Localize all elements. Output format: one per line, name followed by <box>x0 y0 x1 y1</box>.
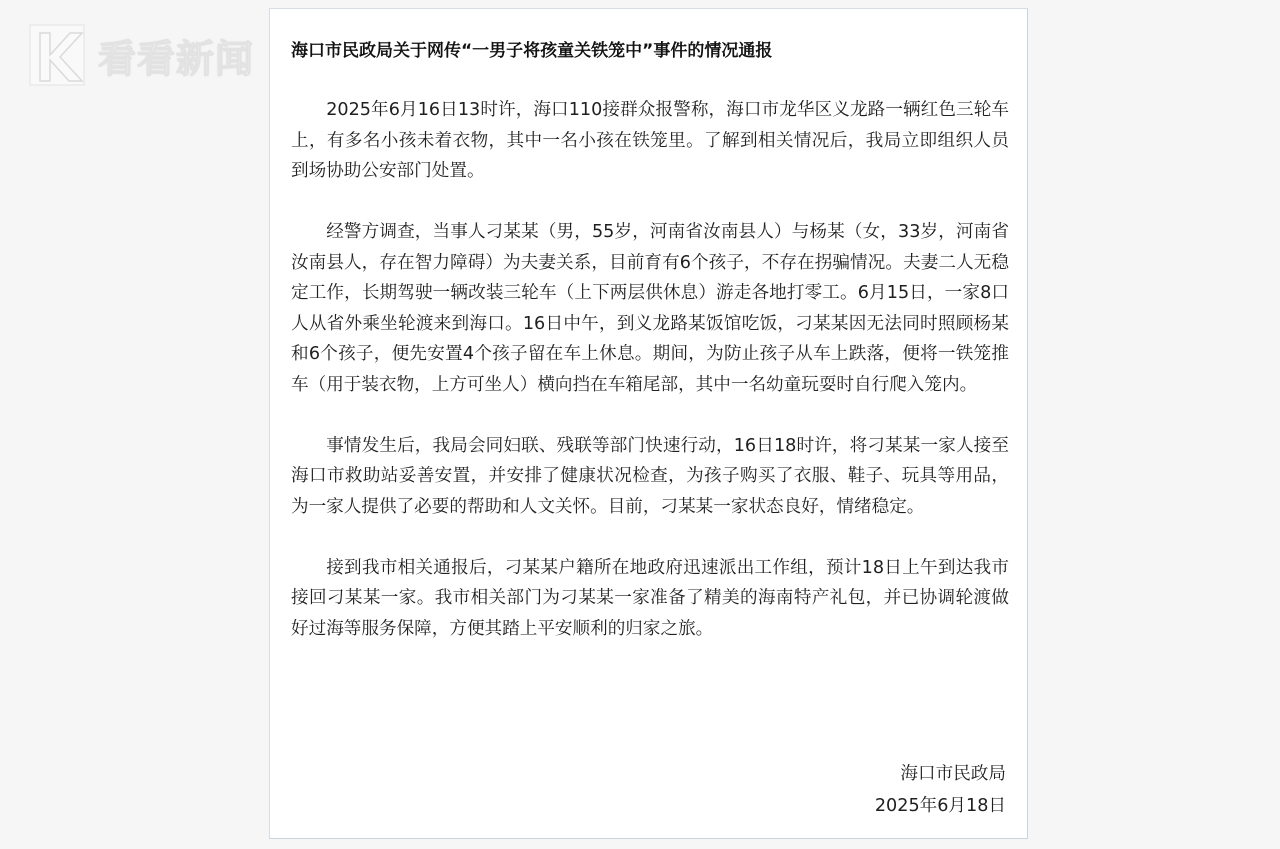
paragraph-3: 事情发生后，我局会同妇联、残联等部门快速行动，16日18时许，将刁某某一家人接至海口市救助站妥善安置，并安排了健康状况检查，为孩子购买了衣服、鞋子、玩具等用品，为一家人提供了必要的帮助和人文关怀。目前，刁某某一家状态良好，情绪稳定。 <box>291 435 1009 517</box>
paragraph-1: 2025年6月16日13时许，海口110接群众报警称，海口市龙华区义龙路一辆红色三轮车上，有多名小孩未着衣物，其中一名小孩在铁笼里。了解到相关情况后，我局立即组织人员到场协助公安部门处置。 <box>291 100 1009 181</box>
signature-block <box>875 758 1006 822</box>
issue-date: 2025年6月18日 <box>874 796 1006 816</box>
document-title: 海口市民政局关于网传“一男子将孩童关铁笼中”事件的情况通报 <box>291 41 773 61</box>
issuer-name: 海口市民政局 <box>900 764 1006 784</box>
paragraph-4: 接到我市相关通报后，刁某某户籍所在地政府迅速派出工作组，预计18日上午到达我市接回刁某某一家。我市相关部门为刁某某一家准备了精美的海南特产礼包，并已协调轮渡做好过海等服务保障，方便其踏上平安顺利的归家之旅。 <box>291 557 1009 639</box>
notice-document <box>269 8 1028 839</box>
watermark <box>26 16 254 94</box>
watermark-brand-text: 看看新闻 <box>98 36 255 81</box>
document-body <box>291 95 1009 675</box>
paragraph-2: 经警方调查，当事人刁某某（男，55岁，河南省汝南县人）与杨某（女，33岁，河南省汝南县人，存在智力障碍）为夫妻关系，目前育有6个孩子，不存在拐骗情况。夫妻二人无稳定工作，长期驾驶一辆改装三轮车（上下两层供休息）游走各地打零工。6月15日，一家8口人从省外乘坐轮渡来到海口。16日中午，到义龙路某饭馆吃饭，刁某某因无法同时照顾杨某和6个孩子，便先安置4个孩子留在车上休息。期间，为防止孩子从车上跌落，便将一铁笼推车（用于装衣物，上方可坐人）横向挡在车箱尾部，其中一名幼童玩耍时自行爬入笼内。 <box>291 222 1009 395</box>
kankan-logo-icon <box>26 19 88 91</box>
